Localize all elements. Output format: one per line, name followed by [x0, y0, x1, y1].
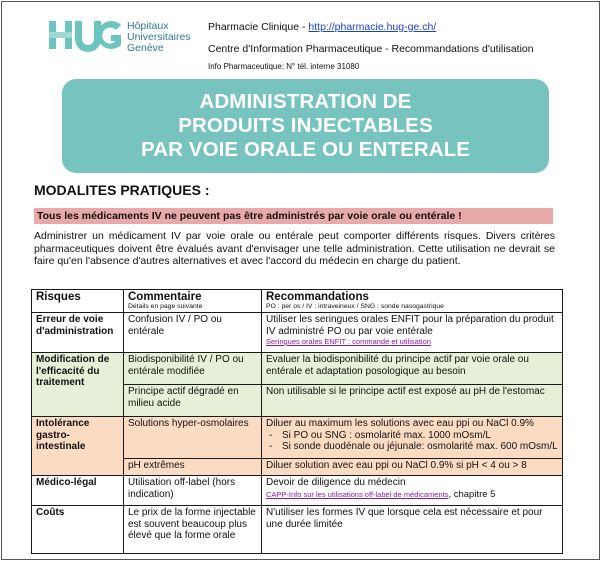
hug-logo-text — [127, 21, 197, 54]
rec-intolerance-2: Diluer solution avec eau ppi ou NaCl 0.9% si pH < 4 ou > 8 — [262, 459, 563, 476]
table-row — [32, 313, 563, 353]
comment-erreur: Confusion IV / PO ou entérale — [124, 313, 262, 353]
header-recommandations — [262, 290, 563, 313]
recommendations-table — [31, 289, 563, 554]
warning-banner: Tous les médicaments IV ne peuvent pas être administrés par voie orale ou entérale ! — [34, 208, 553, 224]
comment-intolerance-1: Solutions hyper-osmolaires — [124, 417, 262, 459]
rec-intolerance-1 — [262, 417, 563, 459]
rec-erreur — [262, 313, 563, 353]
capp-info-link[interactable]: CAPP-Info sur les utilisations off-label de médicaments — [266, 489, 449, 499]
list-item: - Si PO ou SNG : osmolarité max. 1000 mOsm/L — [266, 430, 558, 442]
risk-intolerance: Intolérance gastro-intestinale — [32, 417, 124, 476]
table-header-row — [32, 290, 563, 313]
rec-medicolegal-text: Devoir de diligence du médecin — [266, 477, 406, 488]
header-commentaire-label: Commentaire — [128, 291, 202, 303]
rec-efficacite-1: Evaluer la biodisponibilité du principe actif par voie orale ou entérale et adaptation posologique au besoin — [262, 353, 563, 385]
rec-medicolegal — [262, 476, 563, 506]
logo-line2: Universitaires — [127, 31, 191, 43]
osmolarity-list — [266, 430, 558, 453]
header-recommandations-sub: PO : per os / IV : intraveineux / SNG : sonde nasogastrique — [266, 303, 444, 310]
header-line-centre: Centre d'Information Pharmaceutique - Recommandations d'utilisation — [208, 43, 534, 55]
header-risques-label: Risques — [36, 291, 81, 303]
comment-couts: Le prix de la forme injectable est souvent beaucoup plus élevé que la forme orale — [124, 506, 262, 554]
table-row — [32, 417, 563, 459]
banner-line2: PRODUITS INJECTABLES — [178, 114, 433, 137]
enfit-link[interactable]: Seringues orales ENFIT : commande et utilisation — [266, 337, 431, 346]
header-commentaire-sub: Détails en page suivante — [128, 303, 203, 310]
rec-couts: N'utiliser les formes IV que lorsque cela est nécessaire et pour une durée limitée — [262, 506, 563, 554]
comment-medicolegal: Utilisation off-label (hors indication) — [124, 476, 262, 506]
header-recommandations-label: Recommandations — [266, 291, 369, 303]
risk-erreur: Erreur de voie d'administration — [32, 313, 124, 353]
rec-efficacite-2: Non utilisable si le principe actif est exposé au pH de l'estomac — [262, 385, 563, 417]
header-pharmacie-label: Pharmacie Clinique - — [208, 21, 309, 33]
banner-line1: ADMINISTRATION DE — [199, 90, 412, 113]
section-title: MODALITES PRATIQUES : — [34, 182, 210, 198]
header-line-info: Info Pharmaceutique: N° tél. interne 31080 — [208, 62, 360, 71]
risk-couts: Coûts — [32, 506, 124, 554]
comment-efficacite-1: Biodisponibilité IV / PO ou entérale modifiée — [124, 353, 262, 385]
list-item: - Si sonde duodénale ou jéjunale: osmolarité max. 600 mOsm/L — [266, 441, 558, 453]
title-banner — [62, 79, 549, 173]
risk-efficacite: Modification de l'efficacité du traitement — [32, 353, 124, 417]
comment-intolerance-2: pH extrêmes — [124, 459, 262, 476]
header-commentaire — [124, 290, 262, 313]
logo-line3: Genève — [127, 42, 164, 54]
banner-line3: PAR VOIE ORALE OU ENTERALE — [140, 138, 471, 161]
hug-logo-icon — [47, 15, 123, 55]
rec-erreur-text: Utiliser les seringues orales ENFIT pour la préparation du produit IV administré PO ou par voie entérale — [266, 314, 554, 337]
intro-paragraph: Administrer un médicament IV par voie orale ou entérale peut comporter différents risques. Divers critères pharmaceutiques doivent être évalués avant d'envisager une telle administration. Cette utilisation ne devrait se faire qu'en l'absence d'autres alternatives et avec l'accord du médecin en charge du patient. — [34, 230, 555, 268]
rec-intolerance-1-text: Diluer au maximum les solutions avec eau ppi ou NaCl 0.9% — [266, 418, 534, 429]
table-row — [32, 506, 563, 554]
table-row — [32, 476, 563, 506]
table-row — [32, 353, 563, 385]
hug-logo — [47, 15, 191, 61]
logo-line1: Hôpitaux — [127, 20, 169, 32]
header-risques — [32, 290, 124, 313]
rec-medicolegal-suffix: , chapitre 5 — [448, 488, 496, 500]
header-line-pharmacie — [208, 21, 436, 33]
risk-medicolegal: Médico-légal — [32, 476, 124, 506]
comment-efficacite-2: Principe actif dégradé en milieu acide — [124, 385, 262, 417]
rec-medicolegal-link-line — [266, 489, 558, 501]
pharmacie-link[interactable]: http://pharmacie.hug-ge.ch/ — [308, 21, 437, 33]
